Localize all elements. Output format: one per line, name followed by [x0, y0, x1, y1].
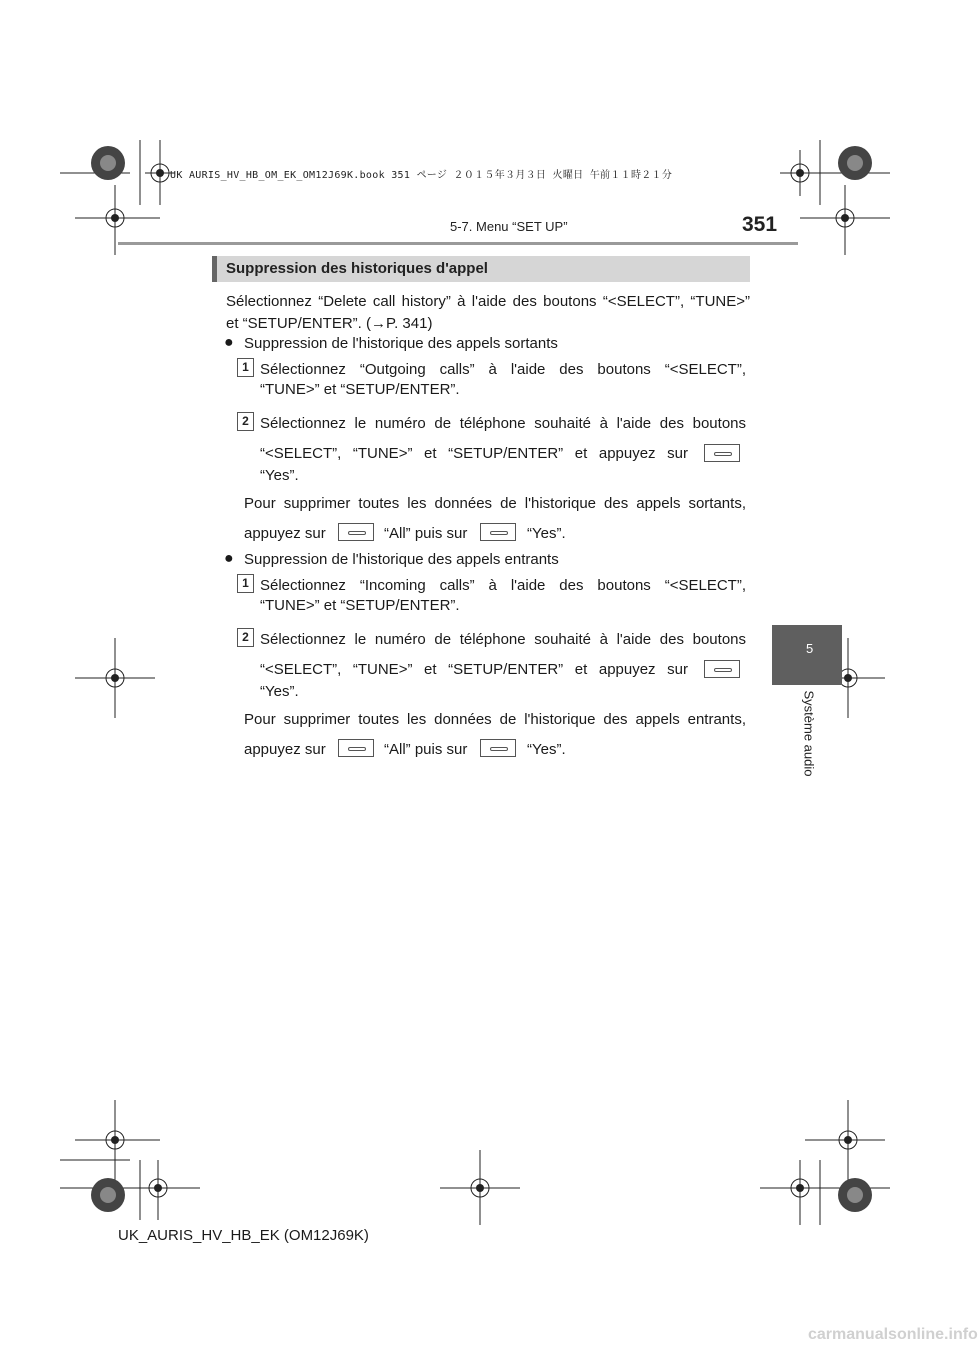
outgoing-note-pre: appuyez sur: [244, 525, 326, 542]
page-number: 351: [742, 213, 778, 236]
section-header: 5-7. Menu “SET UP”: [450, 219, 568, 234]
chapter-tab: [772, 625, 842, 685]
footer-code: UK_AURIS_HV_HB_EK (OM12J69K): [118, 1227, 369, 1244]
section-title-bar: [212, 256, 750, 282]
section-bar-accent: [212, 256, 217, 282]
incoming-step1-line1: Sélectionnez “Incoming calls” à l'aide des boutons “<SELECT”,: [260, 577, 746, 594]
step-number-2: 2: [237, 412, 254, 431]
step-number-2: 2: [237, 628, 254, 647]
outgoing-note-mid: “All” puis sur: [384, 525, 468, 542]
watermark: carmanualsonline.info: [808, 1326, 978, 1343]
button-icon: [480, 523, 516, 541]
incoming-note-pre: appuyez sur: [244, 741, 326, 758]
incoming-step1-line2: “TUNE>” et “SETUP/ENTER”.: [260, 597, 460, 614]
outgoing-note-line1: Pour supprimer toutes les données de l'historique des appels sortants,: [244, 495, 746, 512]
button-icon: [704, 660, 740, 678]
chapter-label-text: Système audio: [801, 690, 817, 777]
outgoing-step2-line2: “<SELECT”, “TUNE>” et “SETUP/ENTER” et appuyez sur: [260, 445, 688, 462]
chapter-label: [798, 690, 817, 780]
button-icon: [338, 523, 374, 541]
incoming-heading: Suppression de l'historique des appels entrants: [244, 551, 559, 568]
incoming-note-line1: Pour supprimer toutes les données de l'historique des appels entrants,: [244, 711, 746, 728]
outgoing-heading: Suppression de l'historique des appels sortants: [244, 335, 558, 352]
incoming-note-mid: “All” puis sur: [384, 741, 468, 758]
incoming-note-post: “Yes”.: [527, 741, 566, 758]
bullet-outgoing: ●: [224, 334, 234, 351]
incoming-step2-line1: Sélectionnez le numéro de téléphone souhaité à l'aide des boutons: [260, 631, 746, 648]
incoming-step2-line3: “Yes”.: [260, 683, 299, 700]
intro-line-2: et “SETUP/ENTER”. (→P. 341): [226, 315, 433, 332]
chapter-number: 5: [806, 641, 814, 656]
outgoing-step2-line3: “Yes”.: [260, 467, 299, 484]
outgoing-step2-line1: Sélectionnez le numéro de téléphone souhaité à l'aide des boutons: [260, 415, 746, 432]
book-file-line: UK AURIS_HV_HB_OM_EK_OM12J69K.book 351 ページ ２０１５年３月３日 火曜日 午前１１時２１分: [170, 170, 673, 181]
intro-line-1: Sélectionnez “Delete call history” à l'aide des boutons “<SELECT”, “TUNE>”: [226, 293, 750, 310]
bullet-incoming: ●: [224, 550, 234, 567]
section-title: Suppression des historiques d'appel: [226, 260, 488, 277]
button-icon: [338, 739, 374, 757]
outgoing-note-post: “Yes”.: [527, 525, 566, 542]
button-icon: [704, 444, 740, 462]
outgoing-step1-line1: Sélectionnez “Outgoing calls” à l'aide des boutons “<SELECT”,: [260, 361, 746, 378]
outgoing-step1-line2: “TUNE>” et “SETUP/ENTER”.: [260, 381, 460, 398]
button-icon: [480, 739, 516, 757]
step-number-1: 1: [237, 358, 254, 377]
step-number-1: 1: [237, 574, 254, 593]
header-rule: [118, 242, 798, 245]
incoming-step2-line2: “<SELECT”, “TUNE>” et “SETUP/ENTER” et appuyez sur: [260, 661, 688, 678]
